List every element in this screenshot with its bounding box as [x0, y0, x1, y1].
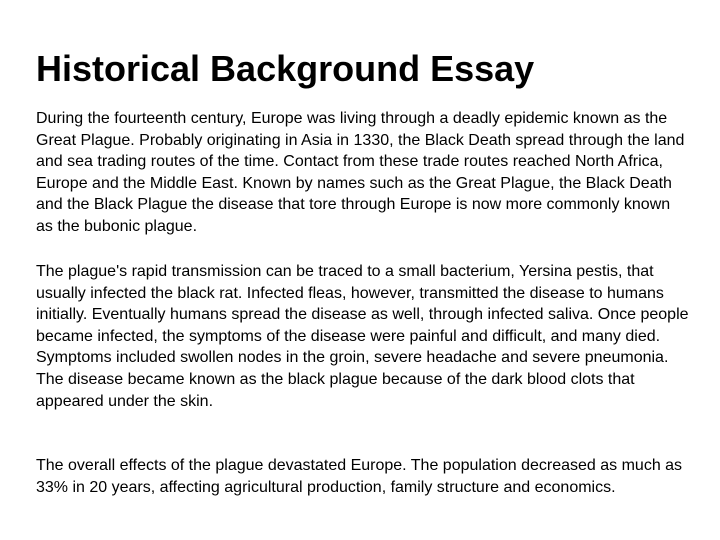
- paragraph-plague-transmission: The plague's rapid transmission can be traced to a small bacterium, Yersina pestis, that usually infected the black rat. Infected fleas, however, transmitted the disease to humans initially. Eventually humans spread the disease as well, through infected saliva. Once people became infected, the symptoms of the disease were painful and difficult, and many died. Symptoms included swollen nodes in the groin, severe headache and severe pneumonia. The disease became known as the black plague because of the dark blood clots that appeared under the skin.: [36, 263, 689, 410]
- paragraph-black-death-origins: During the fourteenth century, Europe was living through a deadly epidemic known as the Great Plague. Probably originating in Asia in 1330, the Black Death spread through the land and sea trading routes of the time. Contact from these trade routes reached North Africa, Europe and the Middle East. Known by names such as the Great Plague, the Black Death and the Black Plague the disease that tore through Europe is now more commonly known as the bubonic plague.: [36, 110, 685, 235]
- paragraph-plague-effects: The overall effects of the plague devastated Europe. The population decreased as much as 33% in 20 years, affecting agricultural production, family structure and economics.: [36, 457, 683, 496]
- slide-title: Historical Background Essay: [36, 48, 535, 89]
